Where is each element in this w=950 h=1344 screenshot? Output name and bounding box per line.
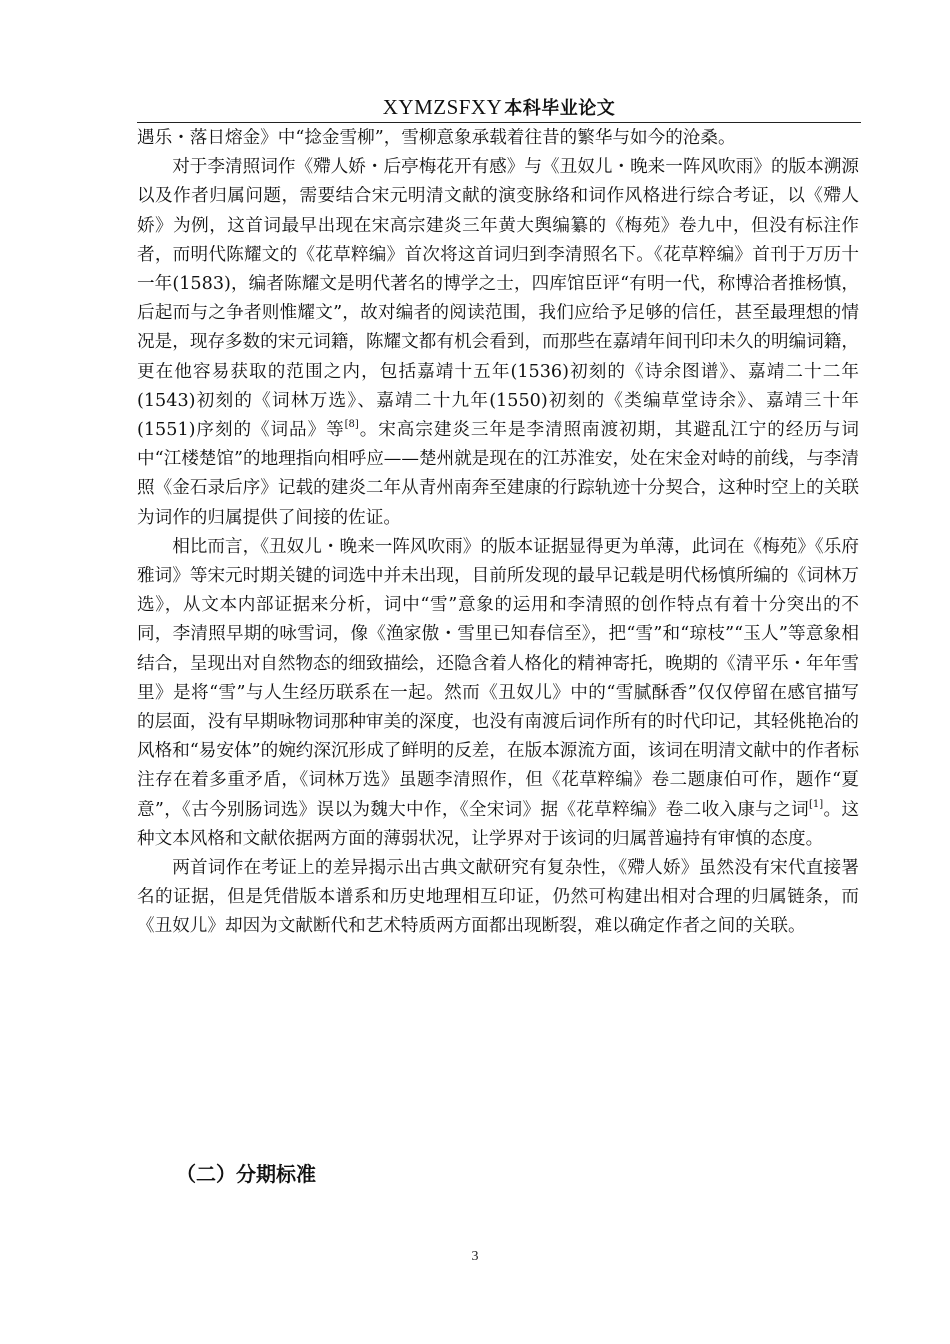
header-code: XYMZSFXY xyxy=(382,95,503,119)
citation-1: [1] xyxy=(809,798,824,810)
text-run: 对于李清照词作《殢人娇・后亭梅花开有感》与《丑奴儿・晚来一阵风吹雨》的版本溯源以及作者归属问题，需要结合宋元明清文献的演变脉络和词作风格进行综合考证，以《殢人娇》为例，这首词最早出现在宋高宗建炎三年黄大舆编纂的《梅苑》卷九中，但没有标注作者，而明代陈耀文的《花草粹编》首次将这首词归到李清照名下。《花草粹编》首刊于万历十一年(1583)，编者陈耀文是明代著名的博学之士，四库馆臣评“有明一代，称博洽者推杨慎，后起而与之争者则惟耀文”，故对编者的阅读范围，我们应给予足够的信任，甚至最理想的情况是，现存多数的宋元词籍，陈耀文都有机会看到，而那些在嘉靖年间刊印未久的明编词籍，更在他容易获取的范围之内，包括嘉靖十五年(1536)初刻的《诗余图谱》、嘉靖二十二年(1543)初刻的《词林万选》、嘉靖二十九年(1550)初刻的《类编草堂诗余》、嘉靖三十年(1551)序刻的《词品》等 xyxy=(137,157,859,441)
paragraph-0 xyxy=(137,124,859,153)
paragraph-3 xyxy=(137,854,859,942)
page-number: 3 xyxy=(471,1249,479,1264)
citation-8: [8] xyxy=(344,419,359,431)
text-run: 相比而言，《丑奴儿・晚来一阵风吹雨》的版本证据显得更为单薄，此词在《梅苑》《乐府雅词》等宋元时期关键的词选中并未出现，目前所发现的最早记载是明代杨慎所编的《词林万选》，从文本内部证据来分析，词中“雪”意象的运用和李清照的创作特点有着十分突出的不同，李清照早期的咏雪词，像《渔家傲・雪里已知春信至》，把“雪”和“琼枝”“玉人”等意象相结合，呈现出对自然物态的细致描绘，还隐含着人格化的精神寄托，晚期的《清平乐・年年雪里》是将“雪”与人生经历联系在一起。然而《丑奴儿》中的“雪腻酥香”仅仅停留在感官描写的层面，没有早期咏物词那种审美的深度，也没有南渡后词作所有的时代印记，其轻佻艳冶的风格和“易安体”的婉约深沉形成了鲜明的反差，在版本源流方面，该词在明清文献中的作者标注存在着多重矛盾，《词林万选》虽题李清照作，但《花草粹编》卷二题康伯可作，题作“夏意”，《古今别肠词选》误以为魏大中作，《全宋词》据《花草粹编》卷二收入康与之词 xyxy=(137,536,859,820)
text-run: 。宋高宗建炎三年是李清照南渡初期，其避乱江宁的经历与词中“江楼楚馆”的地理指向相呼应——楚州就是现在的江苏淮安，处在宋金对峙的前线，与李清照《金石录后序》记载的建炎二年从青州南奔至建康的行踪轨迹十分契合，这种时空上的关联为词作的归属提供了间接的佐证。 xyxy=(137,420,859,528)
paragraph-2 xyxy=(137,533,859,854)
section-heading: （二）分期标准 xyxy=(176,1162,316,1186)
body-text xyxy=(137,124,859,942)
header-text xyxy=(383,94,616,120)
running-header xyxy=(137,92,861,123)
header-title: 本科毕业论文 xyxy=(504,98,616,119)
text-run: 遇乐・落日熔金》中“捻金雪柳”，雪柳意象承载着往昔的繁华与如今的沧桑。 xyxy=(137,128,736,148)
text-run: 。这种文本风格和文献依据两方面的薄弱状况，让学界对于该词的归属普遍持有审慎的态度。 xyxy=(137,799,859,849)
text-run: 两首词作在考证上的差异揭示出古典文献研究有复杂性，《殢人娇》虽然没有宋代直接署名的证据，但是凭借版本谱系和历史地理相互印证，仍然可构建出相对合理的归属链条，而《丑奴儿》却因为文献断代和艺术特质两方面都出现断裂，难以确定作者之间的关联。 xyxy=(137,858,859,937)
paragraph-1 xyxy=(137,153,859,533)
